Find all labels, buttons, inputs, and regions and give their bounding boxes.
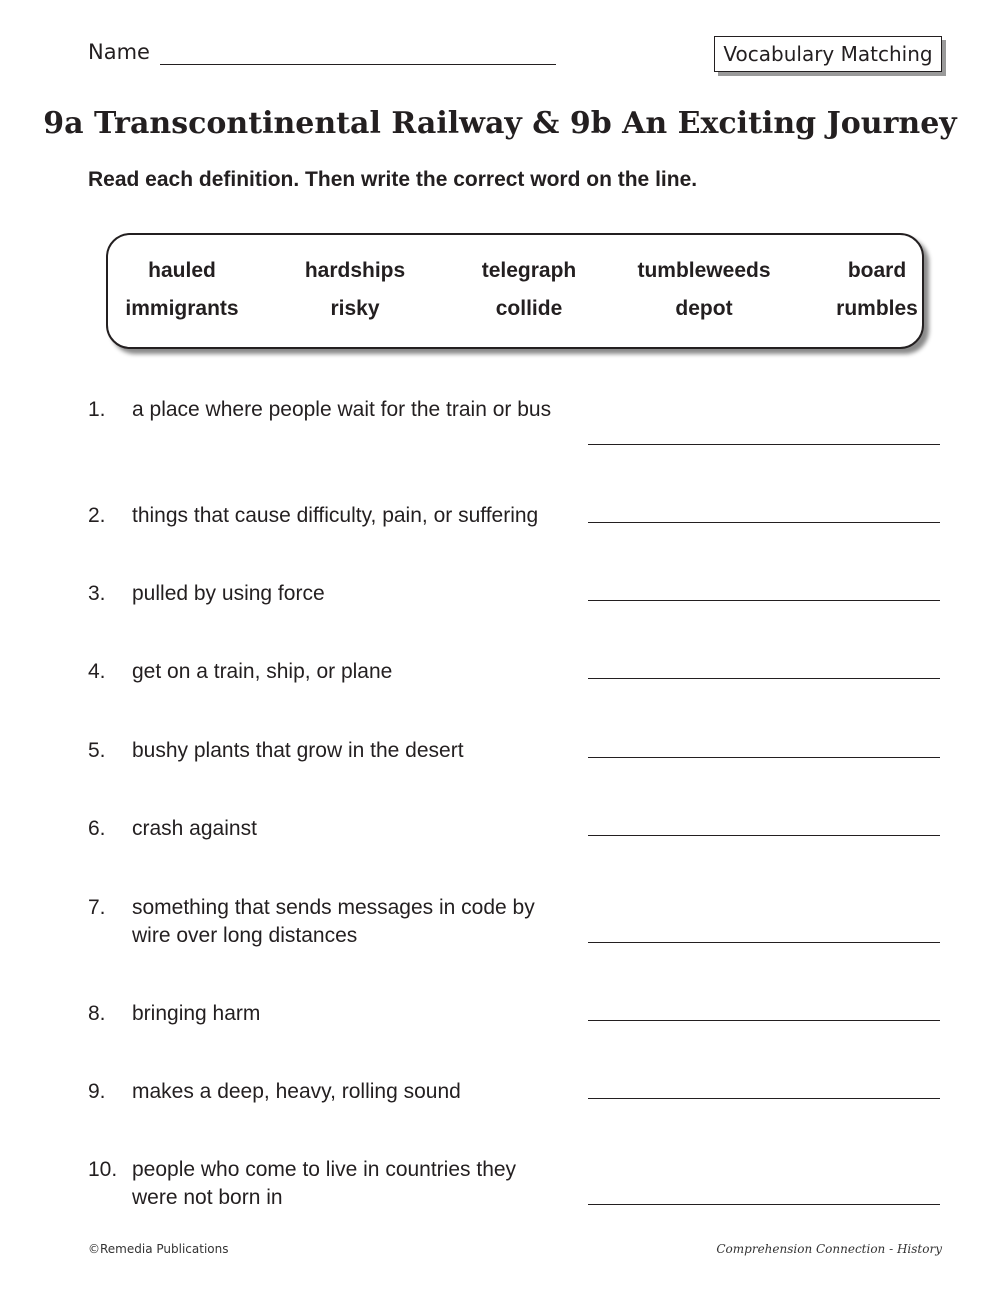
word-bank-item: collide [495,297,563,320]
answer-line[interactable] [588,1020,940,1021]
word-bank-item: hardships [304,259,406,282]
answer-line[interactable] [588,942,940,943]
question-number: 8. [88,1002,106,1025]
question-definition: crash against [132,817,257,840]
instructions: Read each definition. Then write the correct word on the line. [88,168,698,191]
answer-line[interactable] [588,522,940,523]
question-number: 9. [88,1080,106,1103]
question-number: 10. [88,1158,118,1181]
word-bank-item: immigrants [125,297,239,320]
question-number: 3. [88,582,106,605]
question-definition: something that sends messages in code by wire over long distances [132,896,535,947]
question-definition: get on a train, ship, or plane [132,660,393,683]
question-definition: bringing harm [132,1002,261,1025]
word-bank-item: hauled [148,259,216,282]
page-title: 9a Transcontinental Railway & 9b An Exciting Journey [43,106,957,141]
word-bank-item: tumbleweeds [637,259,771,282]
series-title: Comprehension Connection - History [716,1242,942,1256]
answer-line[interactable] [588,600,940,601]
question-number: 6. [88,817,106,840]
question-definition: people who come to live in countries they were not born in [132,1158,517,1209]
question-number: 5. [88,739,106,762]
question-definition: pulled by using force [132,582,325,605]
question-definition: bushy plants that grow in the desert [132,739,464,762]
answer-line[interactable] [588,444,940,445]
section-tag: Vocabulary Matching [714,36,942,72]
word-bank-item: telegraph [481,259,577,282]
name-field[interactable] [160,64,556,65]
question-definition: a place where people wait for the train or bus [132,398,552,421]
question-number: 2. [88,504,106,527]
word-bank-item: board [847,259,907,282]
word-bank-item: depot [675,297,733,320]
question-number: 1. [88,398,106,421]
word-bank [106,233,924,349]
answer-line[interactable] [588,835,940,836]
answer-line[interactable] [588,1098,940,1099]
answer-line[interactable] [588,1204,940,1205]
word-bank-item: rumbles [836,297,918,320]
answer-line[interactable] [588,678,940,679]
question-number: 4. [88,660,106,683]
question-number: 7. [88,896,106,919]
copyright: ©Remedia Publications [88,1242,229,1256]
question-definition: things that cause difficulty, pain, or suffering [132,504,539,527]
answer-line[interactable] [588,757,940,758]
word-bank-item: risky [330,297,380,320]
question-definition: makes a deep, heavy, rolling sound [132,1080,461,1103]
name-label: Name [88,40,150,64]
